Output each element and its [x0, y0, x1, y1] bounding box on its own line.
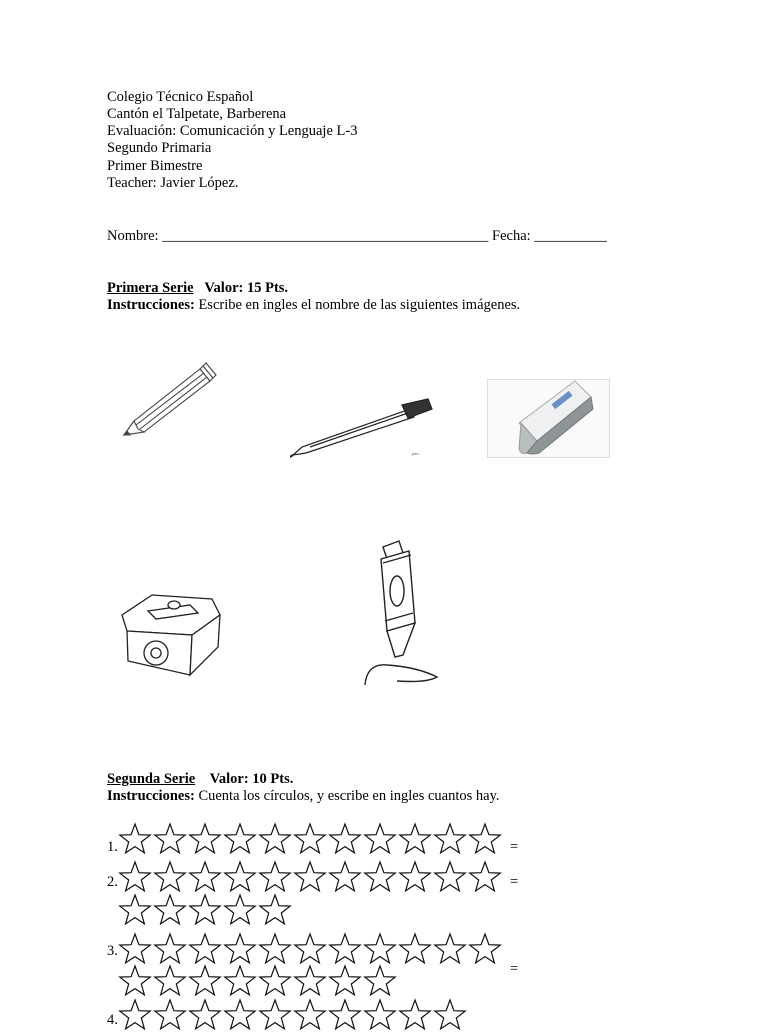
pen-icon	[290, 395, 435, 460]
star-icon	[258, 932, 292, 966]
star-icon	[118, 998, 152, 1032]
star-icon	[153, 822, 187, 856]
serie1-instr-label: Instrucciones:	[107, 297, 195, 313]
star-icon	[468, 932, 502, 966]
star-icon	[153, 998, 187, 1032]
grade: Segundo Primaria	[107, 140, 212, 156]
star-icon	[258, 998, 292, 1032]
exercise-1-label: 1.	[107, 839, 118, 855]
star-icon	[188, 998, 222, 1032]
star-icon	[398, 932, 432, 966]
star-icon	[118, 822, 152, 856]
star-icon	[153, 893, 187, 927]
teacher: Teacher: Javier López.	[107, 175, 239, 191]
serie1-title: Primera Serie	[107, 280, 194, 296]
exercise-3-stars-row2	[118, 964, 398, 998]
star-icon	[293, 860, 327, 894]
star-icon	[118, 932, 152, 966]
serie2-instr-text: Cuenta los círculos, y escribe en ingles cuantos hay.	[194, 788, 500, 804]
star-icon	[293, 998, 327, 1032]
star-icon	[433, 932, 467, 966]
serie2-title: Segunda Serie	[107, 771, 196, 787]
exercise-2-stars-row2	[118, 893, 293, 927]
star-icon	[293, 932, 327, 966]
star-icon	[468, 860, 502, 894]
star-icon	[188, 932, 222, 966]
star-icon	[328, 998, 362, 1032]
exercise-2-stars-row1	[118, 860, 503, 894]
star-icon	[223, 860, 257, 894]
name-date-line: Nombre: _____________________________________________ Fecha: __________	[107, 228, 607, 244]
crayon-icon	[357, 525, 443, 685]
serie2-instructions	[107, 788, 500, 805]
exercise-3-label: 3.	[107, 943, 118, 959]
star-icon	[118, 860, 152, 894]
star-icon	[223, 893, 257, 927]
school-name: Colegio Técnico Español	[107, 89, 254, 105]
star-icon	[363, 860, 397, 894]
star-icon	[293, 964, 327, 998]
star-icon	[223, 998, 257, 1032]
star-icon	[223, 932, 257, 966]
star-icon	[153, 964, 187, 998]
exercise-3-stars-row1	[118, 932, 503, 966]
star-icon	[293, 822, 327, 856]
exercise-1-equals: =	[510, 839, 519, 855]
exercise-4-stars	[118, 998, 468, 1032]
star-icon	[328, 860, 362, 894]
evaluation-title: Evaluación: Comunicación y Lenguaje L-3	[107, 123, 358, 139]
term: Primer Bimestre	[107, 158, 203, 174]
star-icon	[328, 822, 362, 856]
exercise-3-equals: =	[510, 961, 519, 977]
star-icon	[258, 893, 292, 927]
star-icon	[363, 822, 397, 856]
star-icon	[223, 964, 257, 998]
eraser-icon	[487, 379, 610, 458]
star-icon	[398, 822, 432, 856]
star-icon	[398, 998, 432, 1032]
star-icon	[188, 822, 222, 856]
star-icon	[328, 932, 362, 966]
star-icon	[188, 964, 222, 998]
pencil-icon	[112, 355, 222, 445]
exercise-2-equals: =	[510, 874, 519, 890]
star-icon	[153, 860, 187, 894]
star-icon	[223, 822, 257, 856]
serie2-value: Valor: 10 Pts.	[209, 771, 294, 787]
star-icon	[153, 932, 187, 966]
star-icon	[258, 964, 292, 998]
star-icon	[188, 860, 222, 894]
star-icon	[363, 998, 397, 1032]
star-icon	[433, 860, 467, 894]
star-icon	[188, 893, 222, 927]
star-icon	[258, 822, 292, 856]
serie2-instr-label: Instrucciones:	[107, 788, 195, 804]
sharpener-icon	[112, 575, 227, 680]
serie2-heading	[107, 771, 293, 788]
star-icon	[328, 964, 362, 998]
star-icon	[398, 860, 432, 894]
star-icon	[433, 998, 467, 1032]
star-icon	[433, 822, 467, 856]
serie1-instr-text: Escribe en ingles el nombre de las siguientes imágenes.	[194, 297, 521, 313]
exercise-1-stars	[118, 822, 503, 856]
serie1-value: Valor: 15 Pts.	[204, 280, 289, 296]
star-icon	[363, 932, 397, 966]
school-location: Cantón el Talpetate, Barberena	[107, 106, 287, 122]
exercise-2-label: 2.	[107, 874, 118, 890]
star-icon	[363, 964, 397, 998]
serie1-heading	[107, 280, 288, 297]
star-icon	[468, 822, 502, 856]
star-icon	[118, 893, 152, 927]
exercise-4-label: 4.	[107, 1012, 118, 1028]
star-icon	[118, 964, 152, 998]
serie1-instructions	[107, 297, 520, 314]
svg-text:pen: pen	[412, 451, 419, 456]
star-icon	[258, 860, 292, 894]
